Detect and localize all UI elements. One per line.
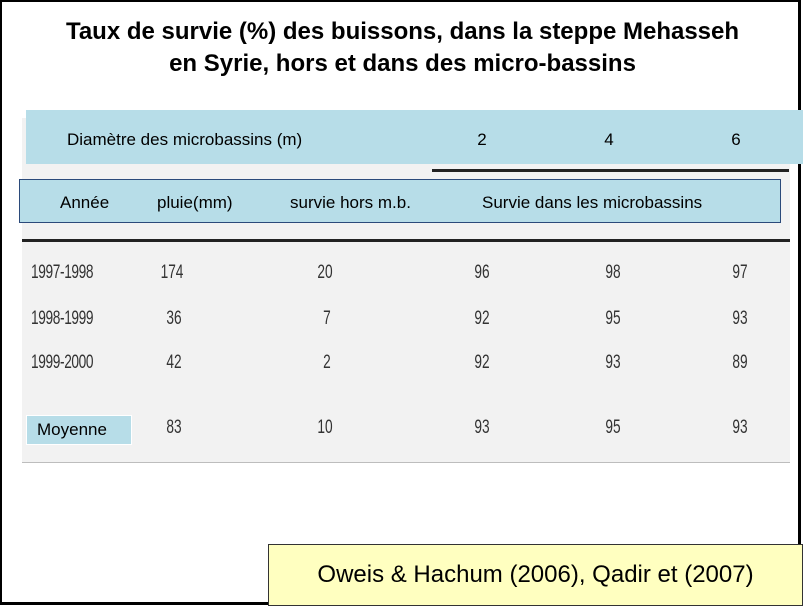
header-year: Année — [60, 193, 110, 212]
header-outside: survie hors m.b. — [290, 193, 411, 212]
header-divider-short — [432, 169, 789, 172]
source-citation: Oweis & Hachum (2006), Qadir et (2007) — [268, 544, 803, 606]
row-3-d2: 92 — [474, 352, 490, 373]
header-inside: Survie dans les microbassins — [482, 193, 703, 212]
diameter-label: Diamètre des microbassins (m) — [67, 130, 303, 149]
row-3-d4: 93 — [605, 352, 621, 373]
row-3-year: 1999-2000 — [31, 352, 94, 373]
row-1-rain: 174 — [160, 262, 184, 283]
title-line-1: Taux de survie (%) des buissons, dans la steppe Mehasseh — [65, 18, 740, 45]
row-2-outside: 7 — [323, 308, 331, 329]
diameter-4: 4 — [604, 130, 614, 149]
row-1-d2: 96 — [474, 262, 490, 283]
row-2-d4: 95 — [605, 308, 621, 329]
row-2-d2: 92 — [474, 308, 490, 329]
row-3-d6: 89 — [732, 352, 748, 373]
header-rain: pluie(mm) — [157, 193, 233, 212]
row-1-year: 1997-1998 — [31, 262, 94, 283]
row-1-outside: 20 — [317, 262, 333, 283]
average-rain: 83 — [166, 417, 182, 438]
row-3-outside: 2 — [323, 352, 331, 373]
header-divider-long — [22, 239, 790, 242]
average-d6: 93 — [732, 417, 748, 438]
row-3-rain: 42 — [166, 352, 182, 373]
diameter-2: 2 — [477, 130, 487, 149]
row-2-d6: 93 — [732, 308, 748, 329]
title-line-2: en Syrie, hors et dans des micro-bassins — [169, 50, 636, 77]
row-2-year: 1998-1999 — [31, 308, 94, 329]
average-label: Moyenne — [26, 415, 132, 445]
row-2-rain: 36 — [166, 308, 182, 329]
average-d4: 95 — [605, 417, 621, 438]
average-d2: 93 — [474, 417, 490, 438]
diameter-6: 6 — [731, 130, 741, 149]
slide-title — [2, 16, 803, 80]
row-1-d6: 97 — [732, 262, 748, 283]
row-1-d4: 98 — [605, 262, 621, 283]
average-outside: 10 — [317, 417, 333, 438]
